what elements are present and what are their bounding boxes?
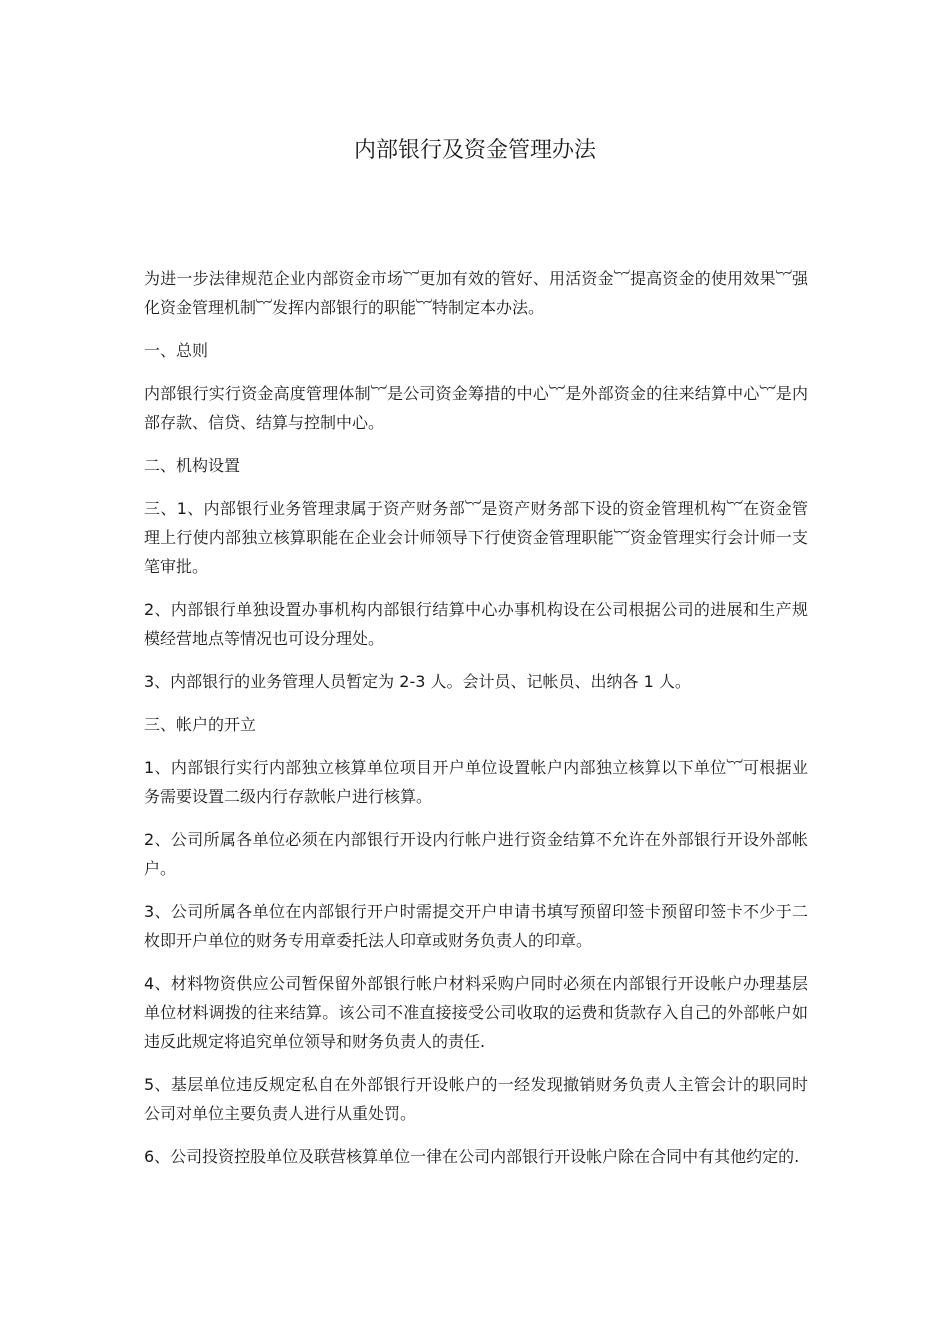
accounts-item-3: 3、公司所属各单位在内部银行开户时需提交开户申请书填写预留印签卡预留印签卡不少于二枚即开户单位的财务专用章委托法人印章或财务负责人的印章。 [144, 902, 808, 950]
document-body [144, 264, 808, 1185]
organization-item-3: 3、内部银行的业务管理人员暂定为 2-3 人。会计员、记帐员、出纳各 1 人。 [144, 672, 691, 691]
accounts-item-1: 1、内部银行实行内部独立核算单位项目开户单位设置帐户内部独立核算以下单位︸可根据业务需要设置二级内行存款帐户进行核算。 [144, 758, 808, 806]
accounts-item-2: 2、公司所属各单位必须在内部银行开设内行帐户进行资金结算不允许在外部银行开设外部帐户。 [144, 830, 808, 878]
document-title: 内部银行及资金管理办法 [353, 138, 596, 163]
organization-item-2: 2、内部银行单独设置办事机构内部银行结算中心办事机构设在公司根据公司的进展和生产规模经营地点等情况也可设分理处。 [144, 600, 808, 648]
general-paragraph: 内部银行实行资金高度管理体制︸是公司资金筹措的中心︸是外部资金的往来结算中心︸是内部存款、信贷、结算与控制中心。 [144, 384, 808, 432]
section-heading-general: 一、总则 [144, 341, 209, 360]
accounts-item-6: 6、公司投资控股单位及联营核算单位一律在公司内部银行开设帐户除在合同中有其他约定的. [144, 1147, 800, 1166]
section-heading-organization: 二、机构设置 [144, 456, 241, 475]
intro-paragraph: 为进一步法律规范企业内部资金市场︸更加有效的管好、用活资金︸提高资金的使用效果︸强化资金管理机制︸发挥内部银行的职能︸特制定本办法。 [144, 269, 808, 317]
organization-item-1: 三、1、内部银行业务管理隶属于资产财务部︸是资产财务部下设的资金管理机构︸在资金管理上行使内部独立核算职能在企业会计师领导下行使资金管理职能︸资金管理实行会计师一支笔审批。 [144, 499, 808, 576]
accounts-item-5: 5、基层单位违反规定私自在外部银行开设帐户的一经发现撤销财务负责人主管会计的职同时公司对单位主要负责人进行从重处罚。 [144, 1075, 808, 1123]
section-heading-accounts: 三、帐户的开立 [144, 715, 257, 734]
accounts-item-4: 4、材料物资供应公司暂保留外部银行帐户材料采购户同时必须在内部银行开设帐户办理基层单位材料调拨的往来结算。该公司不准直接接受公司收取的运费和货款存入自己的外部帐户如违反此规定将追究单位领导和财务负责人的责任. [144, 974, 808, 1051]
